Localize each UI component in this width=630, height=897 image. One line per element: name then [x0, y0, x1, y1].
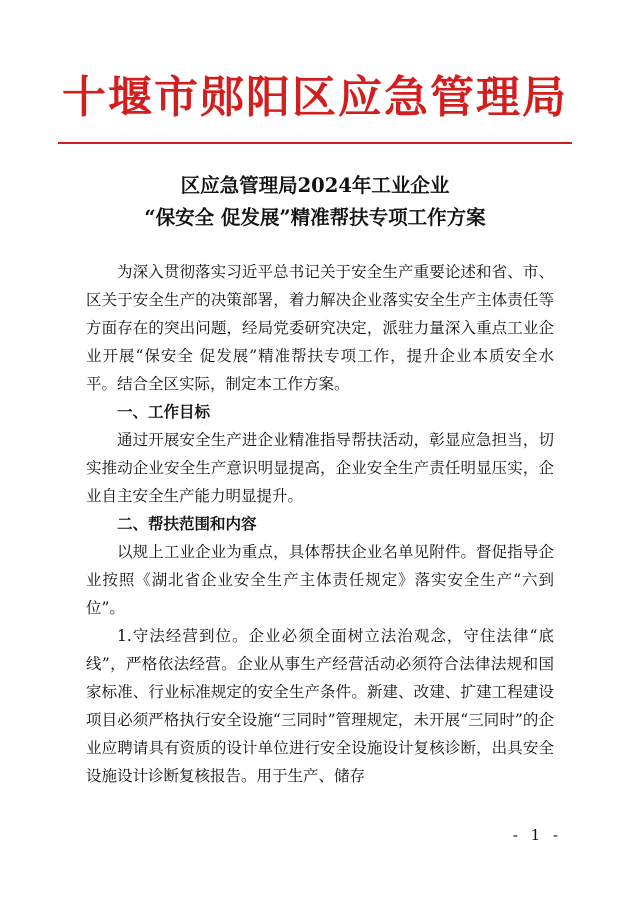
page-number: - 1 -	[512, 826, 562, 844]
document-body	[86, 258, 554, 790]
section1-paragraph: 通过开展安全生产进企业精准指导帮扶活动，彰显应急担当，切实推动企业安全生产意识明显提高，企业安全生产责任明显压实，企业自主安全生产能力明显提升。	[86, 431, 554, 505]
masthead-org-name: 十堰市郧阳区应急管理局	[62, 72, 568, 123]
document-title-line1: 区应急管理局2024年工业企业	[180, 174, 450, 197]
section2-heading: 二、帮扶范围和内容	[117, 515, 257, 533]
intro-paragraph: 为深入贯彻落实习近平总书记关于安全生产重要论述和省、市、区关于安全生产的决策部署，着力解决企业落实安全生产主体责任等方面存在的突出问题，经局党委研究决定，派驻力量深入重点工业企业开展“保安全 促发展”精准帮扶专项工作，提升企业本质安全水平。结合全区实际，制定本工作方案。	[86, 263, 554, 393]
section1-heading: 一、工作目标	[117, 403, 211, 421]
masthead-divider	[58, 142, 572, 144]
section2-item1-paragraph: 1.守法经营到位。企业必须全面树立法治观念，守住法律“底线”，严格依法经营。企业从事生产经营活动必须符合法律法规和国家标准、行业标准规定的安全生产条件。新建、改建、扩建工程建设项目必须严格执行安全设施“三同时”管理规定，未开展“三同时”的企业应聘请具有资质的设计单位进行安全设施设计复核诊断，出具安全设施设计诊断复核报告。用于生产、储存	[86, 627, 554, 785]
section2-paragraph: 以规上工业企业为重点，具体帮扶企业名单见附件。督促指导企业按照《湖北省企业安全生产主体责任规定》落实安全生产“六到位”。	[86, 543, 554, 617]
document-title-line2: “保安全 促发展”精准帮扶专项工作方案	[144, 206, 486, 229]
